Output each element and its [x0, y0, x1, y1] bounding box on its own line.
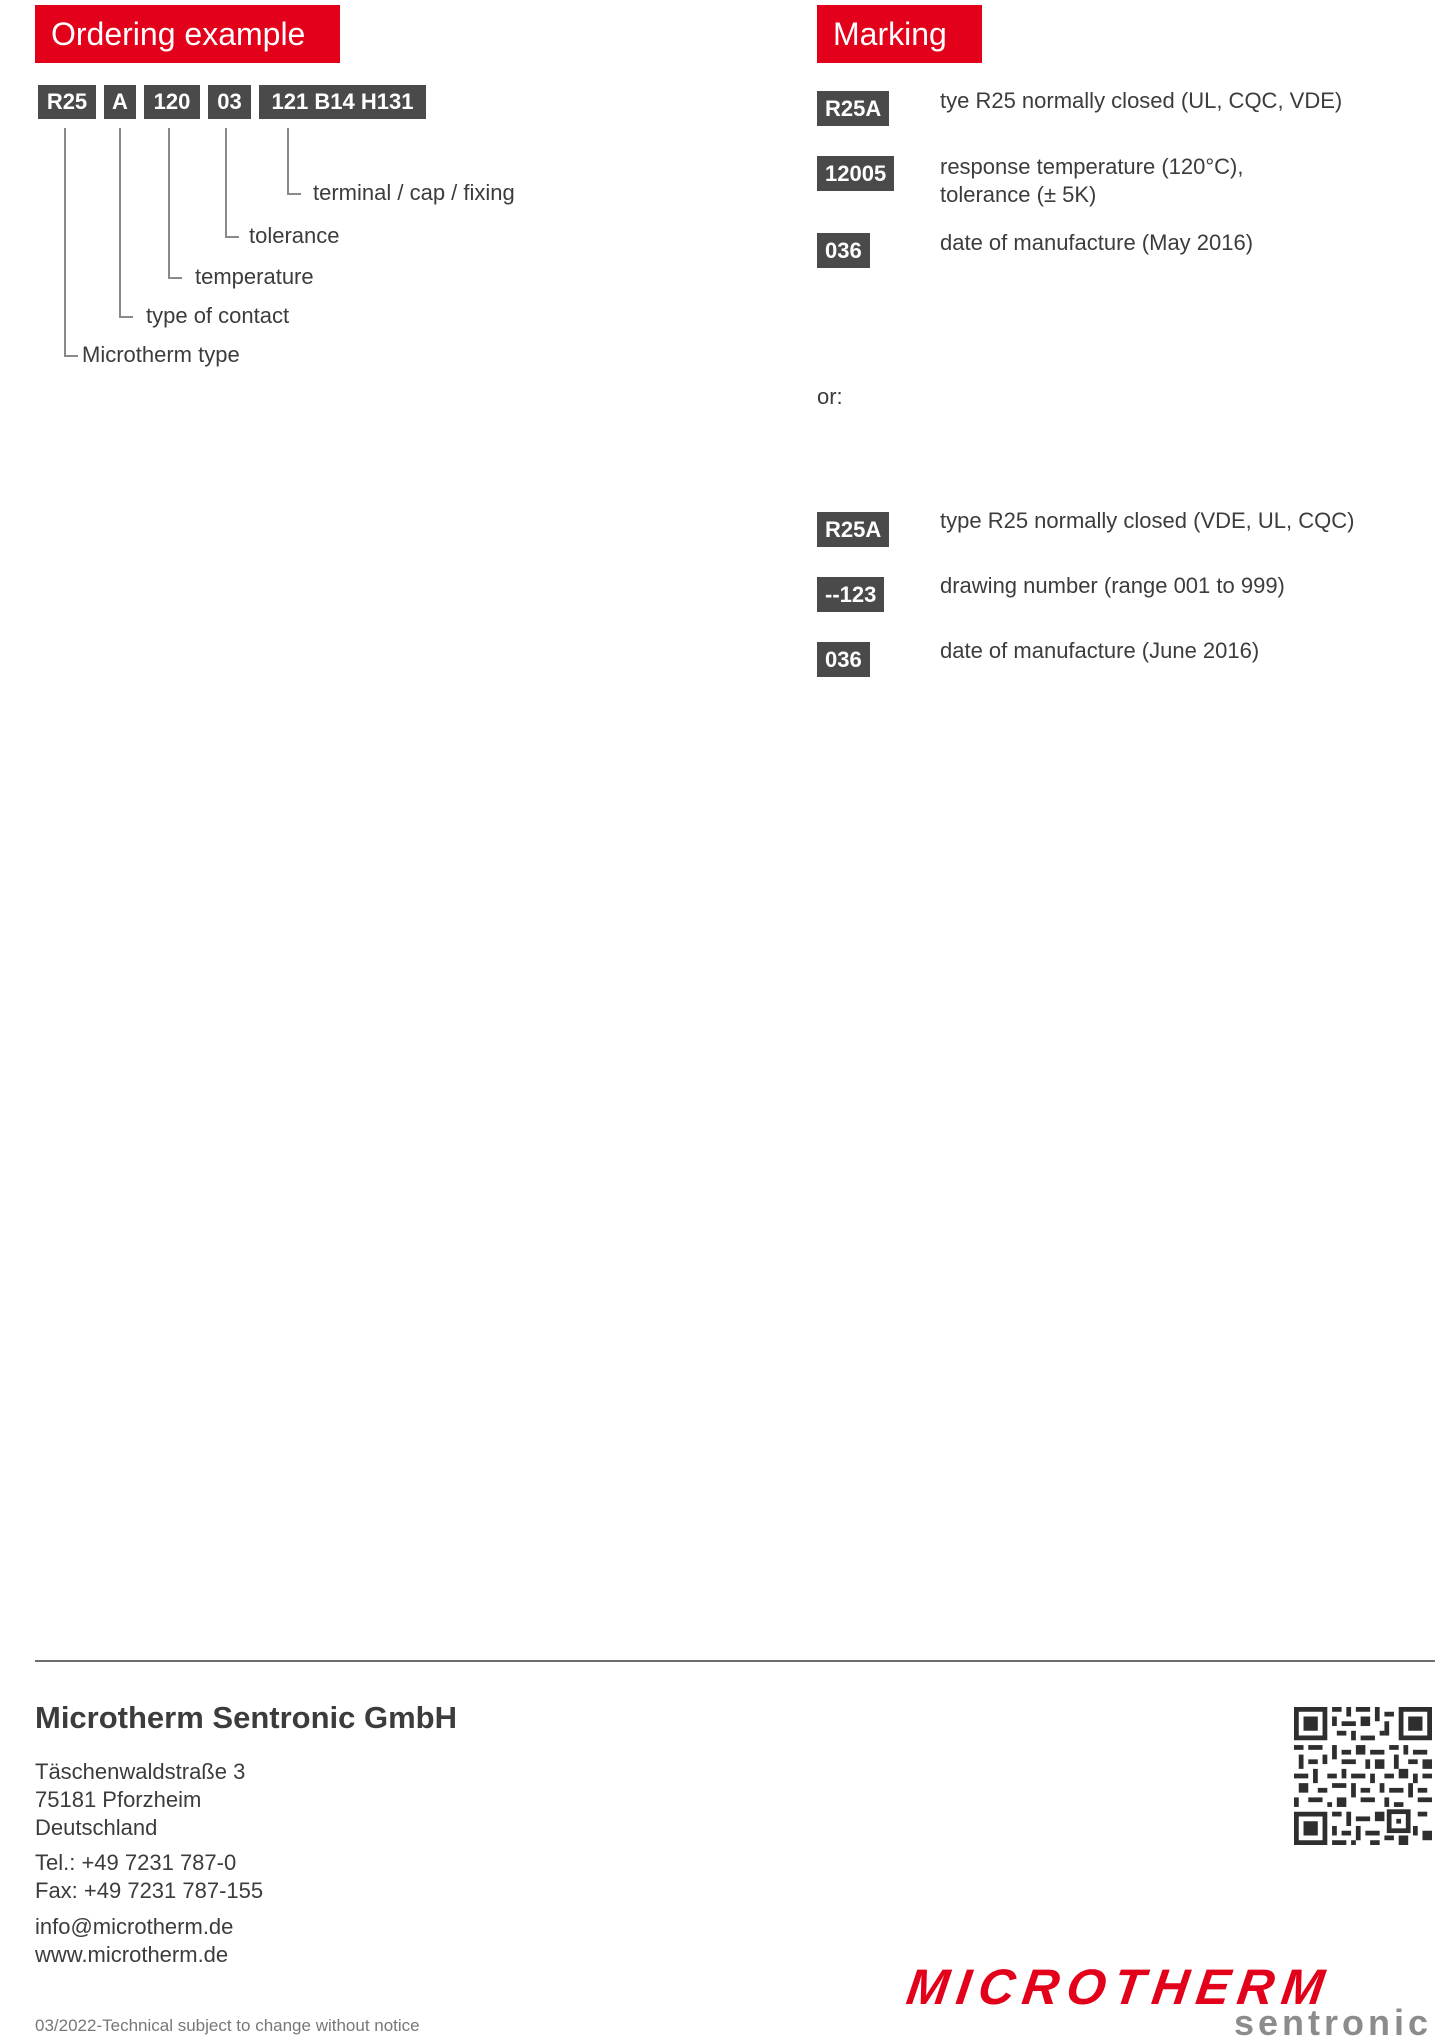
code-segment-type: R25: [38, 85, 96, 119]
marking-code: --123: [817, 577, 884, 612]
or-separator: or:: [817, 384, 843, 409]
code-segment-contact: A: [104, 85, 136, 119]
connector-temperature-v: [168, 128, 170, 278]
marking-description: tolerance (± 5K): [940, 182, 1097, 207]
sentronic-logo: sentronic: [1233, 2002, 1432, 2043]
marking-code: R25A: [817, 512, 889, 547]
marking-heading: Marking: [817, 5, 982, 63]
legend-type: Microtherm type: [82, 342, 240, 367]
connector-type-v: [64, 128, 66, 356]
address-street: Täschenwaldstraße 3: [35, 1759, 246, 1784]
connector-tolerance-h: [225, 236, 239, 238]
marking-code: R25A: [817, 91, 889, 126]
qr-code-icon[interactable]: [1292, 1707, 1434, 1845]
phone-number: Tel.: +49 7231 787-0: [35, 1850, 237, 1875]
marking-code: 036: [817, 642, 870, 677]
legend-contact: type of contact: [146, 303, 290, 328]
company-name: Microtherm Sentronic GmbH: [35, 1700, 457, 1735]
marking-description: type R25 normally closed (VDE, UL, CQC): [940, 508, 1355, 533]
code-segment-tolerance: 03: [208, 85, 251, 119]
marking-code: 12005: [817, 156, 894, 191]
code-segment-terminal: 121 B14 H131: [259, 85, 426, 119]
connector-tolerance-v: [225, 128, 227, 237]
connector-terminal-h: [287, 193, 301, 195]
legend-temperature: temperature: [195, 264, 314, 289]
marking-description: drawing number (range 001 to 999): [940, 573, 1285, 598]
connector-temperature-h: [168, 277, 182, 279]
connector-contact-v: [119, 128, 121, 317]
ordering-example-heading: Ordering example: [35, 5, 340, 63]
fax-number: Fax: +49 7231 787-155: [35, 1878, 264, 1903]
marking-description: response temperature (120°C),: [940, 154, 1244, 179]
microtherm-logo: MICROTHERM: [903, 1959, 1336, 2015]
address-city: 75181 Pforzheim: [35, 1787, 202, 1812]
marking-code: 036: [817, 233, 870, 268]
footnote: 03/2022-Technical subject to change without notice: [35, 2016, 420, 2035]
code-segment-temperature: 120: [144, 85, 200, 119]
email-link[interactable]: info@microtherm.de: [35, 1914, 234, 1939]
footer-divider: [35, 1660, 1435, 1662]
legend-tolerance: tolerance: [249, 223, 340, 248]
address-country: Deutschland: [35, 1815, 158, 1840]
connector-contact-h: [119, 316, 133, 318]
connector-type-h: [64, 355, 78, 357]
website-link[interactable]: www.microtherm.de: [35, 1942, 229, 1967]
marking-description: date of manufacture (June 2016): [940, 638, 1260, 663]
connector-terminal-v: [287, 128, 289, 194]
marking-description: date of manufacture (May 2016): [940, 230, 1254, 255]
legend-terminal: terminal / cap / fixing: [313, 180, 515, 205]
marking-description: tye R25 normally closed (UL, CQC, VDE): [940, 88, 1343, 113]
